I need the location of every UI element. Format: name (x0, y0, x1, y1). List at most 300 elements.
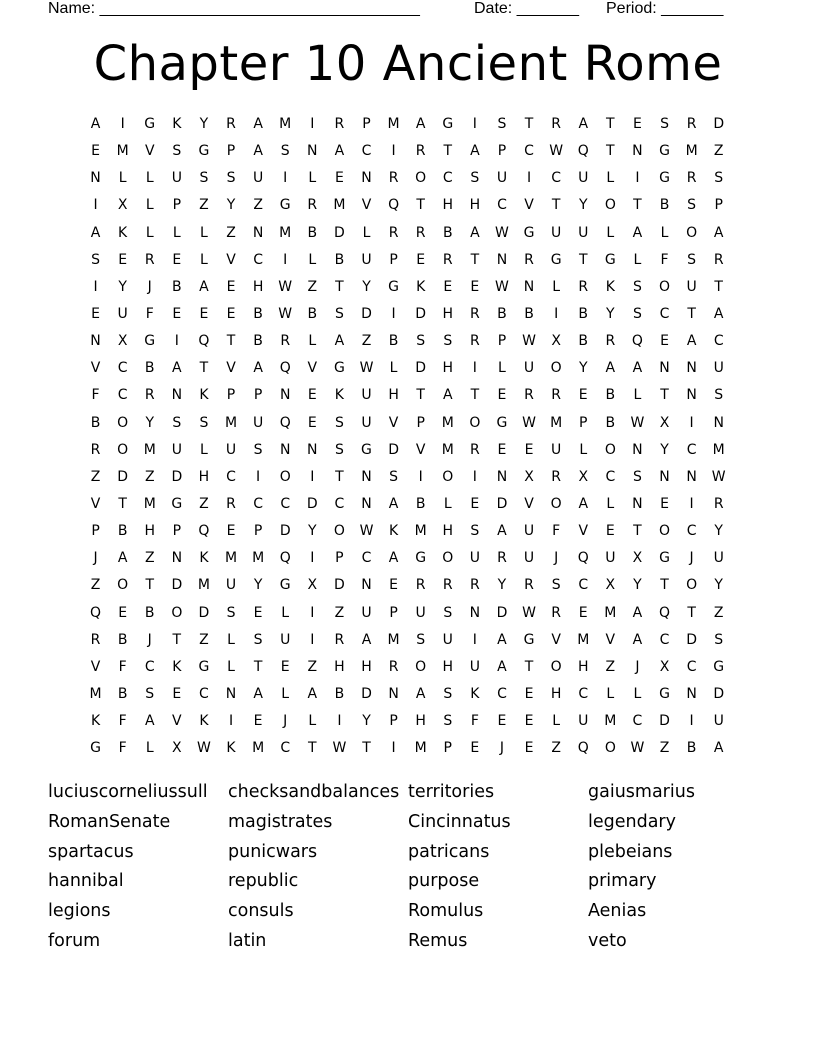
grid-letter: Q (659, 604, 671, 621)
grid-letter: E (226, 523, 236, 540)
grid-letter: N (307, 441, 318, 458)
grid-letter: G (415, 550, 427, 567)
grid-letter: K (334, 387, 344, 404)
grid-letter: N (659, 468, 670, 485)
grid-letter: B (388, 333, 399, 350)
word-list-item: luciuscorneliussull (48, 782, 208, 802)
grid-letter: A (334, 143, 345, 160)
grid-letter: O (686, 577, 698, 594)
grid-letter: T (660, 387, 669, 404)
grid-letter: H (252, 278, 264, 295)
grid-letter: F (145, 305, 154, 322)
grid-letter: M (279, 116, 292, 132)
grid-letter: U (361, 387, 372, 404)
grid-letter: S (551, 577, 561, 594)
grid-letter: S (280, 143, 290, 160)
grid-letter: L (172, 224, 181, 241)
word-search-grid (82, 114, 732, 765)
grid-letter: D (198, 604, 210, 621)
grid-letter: F (470, 713, 479, 730)
grid-letter: A (253, 685, 263, 702)
period-field-label: Period: _______ (606, 0, 724, 17)
grid-letter: A (578, 116, 589, 132)
grid-letter: V (415, 441, 426, 458)
grid-letter: L (552, 713, 561, 730)
grid-letter: N (632, 143, 643, 160)
grid-letter: R (90, 441, 101, 458)
grid-letter: O (117, 441, 129, 458)
grid-letter: Q (577, 740, 589, 757)
grid-row (82, 195, 732, 222)
grid-letter: Y (606, 305, 615, 322)
grid-letter: M (387, 116, 400, 132)
grid-letter: R (713, 251, 724, 268)
grid-letter: N (686, 685, 697, 702)
grid-letter: Z (144, 468, 155, 485)
grid-letter: T (172, 631, 182, 648)
grid-letter: E (253, 713, 263, 730)
grid-letter: C (144, 658, 155, 675)
grid-letter: E (118, 604, 128, 621)
grid-letter: R (469, 441, 480, 458)
grid-letter: M (143, 495, 156, 512)
grid-letter: I (391, 143, 396, 160)
grid-letter: A (90, 224, 101, 241)
grid-letter: L (606, 224, 615, 241)
grid-letter: Q (198, 523, 210, 540)
grid-letter: N (171, 387, 183, 404)
grid-letter: H (442, 197, 454, 214)
grid-letter: N (171, 550, 183, 567)
grid-letter: P (362, 116, 371, 132)
grid-letter: F (118, 713, 127, 730)
grid-letter: G (550, 251, 562, 268)
grid-letter: V (524, 495, 534, 512)
grid-letter: U (713, 550, 724, 567)
grid-letter: L (633, 685, 642, 702)
grid-letter: E (416, 251, 426, 268)
grid-letter: G (604, 251, 616, 268)
grid-letter: D (713, 685, 725, 702)
grid-letter: F (118, 740, 127, 757)
grid-letter: U (252, 414, 264, 431)
grid-letter: E (497, 387, 507, 404)
grid-letter: M (604, 713, 617, 730)
grid-letter: S (199, 414, 209, 431)
grid-letter: S (253, 441, 263, 458)
grid-letter: M (224, 550, 238, 567)
grid-letter: R (334, 116, 345, 132)
grid-letter: U (280, 631, 291, 648)
grid-letter: A (90, 116, 101, 132)
grid-letter: N (469, 604, 481, 621)
grid-letter: T (633, 197, 642, 214)
grid-letter: N (361, 468, 372, 485)
grid-letter: Y (226, 197, 236, 214)
grid-letter: M (441, 441, 454, 458)
grid-letter: T (606, 143, 615, 160)
grid-letter: A (497, 631, 507, 648)
grid-letter: Y (118, 278, 127, 295)
grid-letter: U (686, 278, 697, 295)
grid-letter: Q (577, 143, 589, 160)
grid-letter: Z (90, 577, 101, 594)
grid-letter: A (632, 224, 643, 241)
grid-letter: C (713, 333, 724, 350)
grid-letter: T (335, 278, 344, 295)
grid-letter: L (606, 685, 615, 702)
grid-letter: Y (253, 577, 263, 594)
grid-letter: D (415, 360, 427, 377)
grid-letter: N (496, 468, 508, 485)
grid-letter: E (660, 495, 669, 512)
grid-letter: K (172, 658, 182, 675)
grid-letter: S (687, 197, 697, 214)
grid-row (82, 603, 732, 630)
grid-letter: Q (279, 414, 291, 431)
grid-letter: V (578, 523, 589, 540)
grid-letter: B (117, 523, 128, 540)
grid-letter: X (307, 577, 318, 594)
grid-letter: D (334, 577, 345, 594)
grid-letter: B (144, 604, 155, 621)
grid-letter: U (469, 550, 480, 567)
grid-letter: M (414, 523, 427, 540)
grid-letter: I (391, 305, 396, 322)
grid-letter: T (253, 658, 263, 675)
grid-letter: I (310, 468, 315, 485)
grid-letter: E (226, 305, 236, 322)
grid-letter: B (659, 197, 670, 214)
grid-letter: Q (198, 333, 210, 350)
grid-letter: G (361, 441, 372, 458)
grid-letter: G (90, 740, 101, 757)
grid-letter: P (226, 387, 236, 404)
grid-letter: B (307, 305, 318, 322)
grid-letter: I (418, 468, 423, 485)
grid-letter: Z (361, 333, 372, 350)
grid-letter: H (388, 387, 399, 404)
grid-letter: F (660, 251, 669, 268)
grid-letter: U (578, 170, 589, 187)
grid-letter: F (91, 387, 100, 404)
grid-letter: S (172, 143, 182, 160)
grid-letter: P (253, 523, 263, 540)
grid-letter: P (443, 740, 452, 757)
word-list-item: Romulus (408, 901, 484, 922)
grid-letter: H (550, 685, 562, 702)
grid-letter: A (713, 740, 724, 757)
grid-letter: U (605, 550, 616, 567)
grid-row (82, 684, 732, 711)
word-list-item: checksandbalances (228, 782, 400, 802)
word-list-item: Aenias (588, 901, 647, 922)
grid-letter: D (713, 116, 725, 132)
grid-letter: H (198, 468, 210, 485)
grid-letter: P (416, 414, 425, 431)
grid-letter: Y (145, 414, 155, 431)
grid-letter: R (524, 251, 534, 268)
grid-letter: A (415, 116, 426, 132)
grid-letter: A (199, 278, 209, 295)
grid-letter: R (442, 251, 453, 268)
grid-letter: M (441, 414, 454, 431)
grid-letter: V (226, 360, 236, 377)
grid-letter: C (551, 170, 562, 187)
grid-row (82, 168, 732, 195)
grid-letter: R (578, 278, 589, 295)
grid-letter: L (389, 360, 398, 377)
grid-letter: B (307, 224, 318, 241)
grid-letter: L (227, 631, 235, 648)
grid-letter: U (551, 224, 562, 241)
grid-letter: Y (362, 278, 371, 295)
grid-letter: R (144, 387, 155, 404)
grid-letter: R (469, 305, 480, 322)
grid-letter: G (144, 116, 156, 132)
grid-letter: T (606, 116, 615, 132)
grid-letter: W (197, 740, 211, 757)
grid-letter: H (144, 523, 155, 540)
grid-letter: V (605, 631, 616, 648)
grid-letter: N (361, 495, 372, 512)
grid-letter: E (118, 251, 128, 268)
grid-letter: H (442, 658, 454, 675)
grid-letter: S (660, 116, 669, 132)
word-list-item: territories (408, 782, 495, 802)
grid-letter: P (172, 523, 182, 540)
grid-letter: C (442, 170, 453, 187)
grid-letter: P (714, 197, 723, 214)
grid-letter: N (90, 333, 101, 350)
grid-letter: S (334, 441, 344, 458)
grid-letter: I (228, 713, 234, 730)
grid-letter: S (443, 604, 453, 621)
grid-letter: G (659, 143, 670, 160)
word-list-item: spartacus (48, 841, 134, 862)
grid-letter: Q (279, 550, 291, 567)
grid-letter: L (145, 224, 154, 241)
grid-letter: S (470, 523, 480, 540)
grid-letter: Y (308, 523, 317, 540)
grid-letter: E (524, 685, 534, 702)
grid-letter: G (171, 495, 183, 512)
grid-letter: S (443, 333, 453, 350)
grid-letter: X (659, 414, 670, 431)
grid-letter: T (118, 495, 127, 512)
grid-letter: L (308, 251, 317, 268)
grid-letter: C (686, 523, 697, 540)
grid-letter: X (551, 333, 561, 350)
grid-letter: P (172, 197, 182, 214)
grid-letter: F (118, 658, 127, 675)
grid-letter: V (172, 713, 182, 730)
grid-letter: C (280, 495, 291, 512)
grid-letter: A (307, 685, 318, 702)
grid-letter: H (415, 713, 426, 730)
grid-letter: D (686, 631, 697, 648)
grid-letter: Q (577, 550, 589, 567)
grid-letter: Y (633, 577, 642, 594)
grid-letter: L (552, 278, 561, 295)
grid-letter: O (117, 414, 129, 431)
grid-letter: T (226, 333, 236, 350)
grid-letter: W (495, 278, 509, 295)
grid-letter: E (524, 713, 534, 730)
grid-letter: H (442, 523, 454, 540)
grid-letter: U (225, 577, 237, 594)
grid-letter: R (524, 577, 534, 594)
grid-letter: R (551, 604, 561, 621)
grid-letter: O (469, 414, 481, 431)
grid-letter: T (524, 116, 534, 132)
grid-letter: U (361, 604, 372, 621)
grid-letter: Z (659, 740, 670, 757)
grid-letter: S (470, 170, 480, 187)
grid-letter: B (253, 333, 263, 350)
header (48, 0, 768, 20)
grid-letter: P (579, 414, 588, 431)
grid-letter: E (497, 441, 507, 458)
grid-letter: E (280, 658, 290, 675)
grid-letter: B (117, 631, 128, 648)
grid-letter: C (226, 468, 236, 485)
grid-letter: T (470, 251, 480, 268)
word-list-item: primary (588, 871, 657, 892)
grid-letter: C (578, 577, 589, 594)
grid-letter: R (551, 116, 561, 132)
grid-letter: I (310, 116, 315, 132)
grid-letter: I (689, 495, 694, 512)
grid-letter: A (144, 713, 155, 730)
grid-letter: Z (713, 604, 724, 621)
grid-letter: A (497, 523, 507, 540)
grid-letter: T (470, 387, 480, 404)
grid-letter: C (497, 197, 507, 214)
grid-letter: E (578, 387, 588, 404)
grid-letter: G (659, 550, 670, 567)
grid-letter: W (522, 414, 536, 431)
grid-letter: C (632, 713, 643, 730)
grid-letter: B (334, 685, 345, 702)
grid-letter: U (523, 523, 535, 540)
grid-letter: Y (497, 577, 507, 594)
grid-letter: C (334, 495, 345, 512)
grid-letter: G (198, 143, 210, 160)
grid-row (82, 277, 732, 304)
grid-letter: I (310, 550, 315, 567)
grid-letter: U (415, 604, 426, 621)
grid-letter: A (388, 550, 399, 567)
grid-letter: R (388, 224, 399, 241)
grid-letter: T (443, 143, 453, 160)
grid-letter: A (442, 387, 453, 404)
grid-letter: L (606, 170, 615, 187)
grid-letter: J (93, 550, 98, 567)
grid-letter: U (713, 713, 724, 730)
grid-letter: B (686, 740, 697, 757)
grid-letter: R (713, 495, 724, 512)
grid-letter: P (497, 333, 507, 350)
grid-letter: E (91, 143, 100, 160)
word-list-item: latin (228, 930, 267, 951)
grid-letter: E (660, 333, 669, 350)
grid-letter: S (443, 685, 453, 702)
grid-letter: T (687, 604, 696, 621)
grid-letter: S (632, 278, 642, 295)
grid-letter: K (605, 278, 615, 295)
grid-letter: J (147, 631, 152, 648)
grid-letter: U (551, 441, 562, 458)
grid-letter: O (604, 740, 616, 757)
grid-letter: E (307, 414, 317, 431)
grid-row (82, 385, 732, 412)
grid-letter: M (414, 740, 427, 757)
grid-letter: M (143, 441, 156, 458)
grid-letter: H (577, 658, 589, 675)
grid-letter: T (416, 387, 425, 404)
grid-letter: T (660, 577, 669, 594)
grid-letter: M (197, 577, 210, 594)
grid-letter: Y (578, 360, 588, 377)
grid-row (82, 250, 732, 277)
grid-letter: Z (253, 197, 263, 214)
grid-letter: B (334, 251, 345, 268)
word-list-item: hannibal (48, 871, 124, 892)
grid-letter: O (604, 197, 616, 214)
grid-letter: X (605, 577, 616, 594)
grid-letter: R (551, 387, 561, 404)
grid-letter: W (278, 278, 293, 295)
page-title: Chapter 10 Ancient Rome (93, 36, 723, 92)
grid-letter: O (550, 658, 562, 675)
grid-letter: B (253, 305, 263, 322)
grid-letter: C (117, 360, 128, 377)
grid-letter: A (334, 333, 345, 350)
grid-letter: S (416, 333, 426, 350)
grid-letter: O (171, 604, 183, 621)
grid-letter: Z (605, 658, 616, 675)
grid-row (82, 711, 732, 738)
grid-letter: V (388, 414, 399, 431)
grid-letter: J (689, 550, 694, 567)
grid-letter: P (389, 713, 398, 730)
grid-letter: I (283, 251, 288, 268)
grid-letter: W (495, 224, 509, 241)
grid-letter: G (659, 170, 670, 187)
word-list-item: legions (48, 901, 111, 922)
grid-letter: G (333, 360, 345, 377)
word-list-item: forum (48, 930, 101, 951)
grid-letter: W (332, 740, 347, 757)
grid-letter: J (283, 713, 288, 730)
grid-letter: E (253, 604, 263, 621)
grid-letter: V (144, 143, 155, 160)
grid-letter: E (524, 441, 534, 458)
grid-letter: K (388, 523, 399, 540)
grid-letter: M (279, 224, 292, 241)
grid-letter: B (442, 224, 453, 241)
grid-letter: M (604, 604, 617, 621)
grid-letter: I (689, 713, 694, 730)
grid-letter: L (281, 604, 290, 621)
grid-letter: I (526, 170, 532, 187)
grid-letter: C (361, 143, 372, 160)
grid-letter: Y (660, 441, 669, 458)
grid-letter: K (416, 278, 426, 295)
grid-row (82, 521, 732, 548)
grid-letter: E (443, 278, 453, 295)
